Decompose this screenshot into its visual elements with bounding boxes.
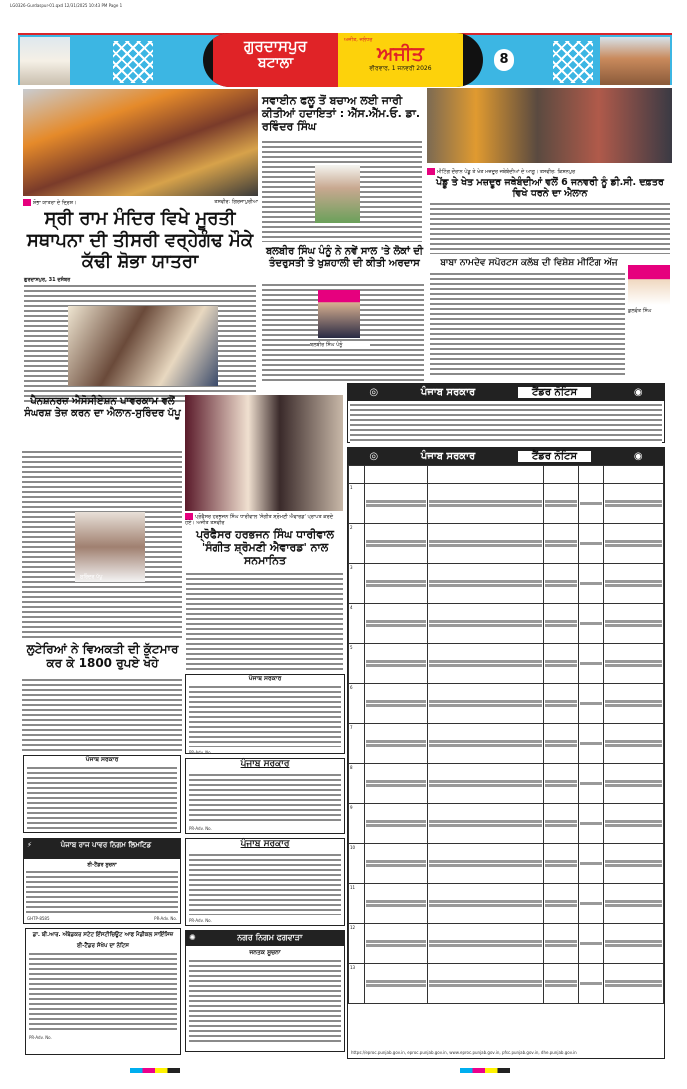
emblem-icon: ✺: [189, 933, 196, 942]
photo-credit: ਤਸਵੀਰ: ਗਿਰਜਾਪੁਰੀਆ: [214, 199, 258, 205]
row-number: 7: [349, 724, 365, 764]
row-number: 13: [349, 964, 365, 1004]
tender-row: [349, 724, 664, 764]
farmers-group-photo: [427, 88, 672, 163]
row-number: 5: [349, 644, 365, 684]
ad-title: ਨਗਰ ਨਿਗਮ ਫਗਵਾੜਾ: [237, 933, 303, 942]
pr-number: PR-Adv. No.: [154, 916, 177, 921]
color-registration-bar: [130, 1068, 180, 1073]
ad-title: ਪੰਜਾਬ ਸਰਕਾਰ: [240, 839, 290, 849]
headline-pensioners: ਪੈਨਸ਼ਨਰਜ਼ ਐਸੋਸੀਏਸ਼ਨ ਪਾਵਰਕਾਮ ਵਲੋਂ ਸੰਘਰਸ਼ ਤੇਜ਼ ਕਰਨ ਦਾ ਐਲਾਨ-ਸੁਰਿੰਦਰ ਪੱਪੂ: [24, 396, 181, 419]
tender-row: [349, 644, 664, 684]
masthead-logo: [203, 33, 483, 87]
tender-row: [349, 524, 664, 564]
punjab-sarkar-ad-a: [185, 674, 345, 754]
ad-title: ਪੰਜਾਬ ਰਾਜ ਪਾਵਰ ਨਿਗਮ ਲਿਮਟਿਡ: [60, 841, 152, 849]
headline-club-meeting: ਬਾਬਾ ਨਾਮਦੇਵ ਸਪੋਰਟਸ ਕਲੱਬ ਦੀ ਵਿਸ਼ੇਸ਼ ਮੀਟਿੰਗ ਅੱਜ: [440, 258, 618, 268]
headline-robbery: ਲੁਟੇਰਿਆਂ ਨੇ ਵਿਅਕਤੀ ਦੀ ਕੁੱਟਮਾਰ ਕਰ ਕੇ 1800 ਰੁਪਏ ਖੋਹੇ: [26, 642, 179, 671]
pspcl-logo-icon: ⚡: [27, 841, 32, 849]
story-body: [24, 284, 256, 404]
tender-row: [349, 964, 664, 1004]
procession-photo-2: [68, 306, 218, 386]
tender-row: [349, 924, 664, 964]
pr-number: PR-Adv. No.: [189, 750, 212, 756]
row-number: 10: [349, 844, 365, 884]
page-number: 8: [494, 49, 514, 71]
ad-title: ਪੰਜਾਬ ਸਰਕਾਰ: [240, 759, 290, 769]
headline-dharna: ਪੇਂਡੂ ਤੇ ਖੇਤ ਮਜ਼ਦੂਰ ਜਥੇਬੰਦੀਆਂ ਵਲੋਂ 6 ਜਨਵਰੀ ਨੂੰ ਡੀ.ਸੀ. ਦਫ਼ਤਰ ਵਿਖੇ ਧਰਨੇ ਦਾ ਐਲਾਨ: [436, 177, 664, 200]
ad-title: ਪੰਜਾਬ ਸਰਕਾਰ: [420, 451, 476, 462]
photo-caption: ਸ਼ੋਭਾ ਯਾਤਰਾ ਦੇ ਦ੍ਰਿਸ਼।: [33, 200, 77, 206]
print-slug: LG0326-Gurdaspur-01.qxd 12/31/2025 10:43 PM Page 1: [10, 3, 123, 8]
dateline-city: ਅਜੀਤ, ਜਲੰਧਰ: [344, 37, 373, 43]
tender-row: [349, 684, 664, 724]
punjab-sarkar-ad-b: [23, 755, 181, 833]
headline-swine-flu: ਸਵਾਈਨ ਫਲੂ ਤੋਂ ਬਚਾਅ ਲਈ ਜਾਰੀ ਕੀਤੀਆਂ ਹਦਾਇਤਾਂ : ਐੱਸ.ਐੱਮ.ਓ. ਡਾ. ਰਵਿੰਦਰ ਸਿੰਘ: [262, 94, 421, 134]
edition-bottom: ਬਟਾਲਾ: [257, 55, 294, 71]
pensioner-photo: [75, 512, 145, 582]
tender-row: [349, 604, 664, 644]
shobha-story: [20, 208, 260, 404]
tender-notice-ad-1: [347, 383, 665, 443]
doctor-photo: [315, 165, 360, 223]
pr-number: PR-Adv. No.: [29, 1035, 52, 1041]
ad-title: ਪੰਜਾਬ ਸਰਕਾਰ: [420, 387, 476, 398]
nagar-nigam-ad: [185, 930, 345, 1052]
photo-caption: ਕੁਲਵੰਤ ਸਿੰਘ: [628, 308, 652, 314]
heritage-building-image: [600, 37, 670, 85]
tender-notice-ad-2: [347, 447, 665, 1059]
caption-marker: [427, 168, 435, 175]
row-number: 11: [349, 884, 365, 924]
photo-caption: ਮੀਟਿੰਗ ਦੌਰਾਨ ਪੇਂਡੂ ਤੇ ਖੇਤ ਮਜ਼ਦੂਰ ਜਥੇਬੰਦੀਆਂ ਦੇ ਆਗੂ।: [437, 169, 539, 175]
award-ceremony-photo: [185, 395, 343, 511]
row-number: 9: [349, 804, 365, 844]
story-dateline: ਗੁਰਦਾਸਪੁਰ, 31 ਦਸੰਬਰ: [24, 277, 256, 283]
procession-photo: [23, 89, 258, 196]
issue-date: ਵੀਰਵਾਰ, 1 ਜਨਵਰੀ 2026: [369, 65, 432, 72]
tender-row: [349, 804, 664, 844]
tender-row: [349, 564, 664, 604]
govt-emblem-icon: ◎: [369, 387, 379, 398]
photo-credit: ਅਜੀਤ ਤਸਵੀਰ: [196, 520, 225, 526]
row-number: 4: [349, 604, 365, 644]
ad-subtitle: ਜਨਤਕ ਸੂਚਨਾ: [249, 949, 281, 956]
edition-top: ਗੁਰਦਾਸਪੁਰ: [244, 37, 307, 55]
headline-shobha-yatra: ਸ੍ਰੀ ਰਾਮ ਮੰਦਿਰ ਵਿਖੇ ਮੂਰਤੀ ਸਥਾਪਨਾ ਦੀ ਤੀਸਰੀ ਵਰ੍ਹੇਗੰਢ ਮੌਕੇ ਕੱਢੀ ਸ਼ੋਭਾ ਯਾਤਰਾ: [26, 208, 254, 273]
row-number: 12: [349, 924, 365, 964]
ad-title: ਪੰਜਾਬ ਸਰਕਾਰ: [85, 756, 119, 763]
pr-number: PR-Adv. No.: [189, 825, 212, 831]
tender-table: [348, 465, 664, 1004]
headline-dhariwal: ਪ੍ਰੋਫੈਸਰ ਹਰਭਜਨ ਸਿੰਘ ਧਾਰੀਵਾਲ 'ਸੰਗੀਤ ਸ਼੍ਰੋਮਣੀ ਐਵਾਰਡ' ਨਾਲ ਸਨਮਾਨਿਤ: [196, 528, 334, 568]
logo-icon: ◉: [633, 451, 643, 462]
tender-urls: https://eproc.punjab.gov.in, eproc.punjab.gov.in, www.eproc.punjab.gov.in, pfsc.punjab.gov.in, dhe.punjab.gov.in: [351, 1050, 577, 1055]
tender-body: [350, 403, 662, 443]
photo-caption: ਸੁਰਿੰਦਰ ਪੱਪੂ: [80, 574, 103, 580]
temple-image-left: [20, 37, 70, 85]
caption-marker: [23, 199, 31, 206]
tender-row: [349, 844, 664, 884]
photo-caption: ਬਲਬੀਰ ਸਿੰਘ ਪੰਨੂੰ: [310, 342, 370, 348]
row-number: 1: [349, 484, 365, 524]
ad-code: GHTP-8585: [27, 916, 50, 921]
logo-icon: ◉: [633, 387, 643, 398]
headline-pannu: ਬਲਬੀਰ ਸਿੰਘ ਪੰਨੂੰ ਨੇ ਨਵੇਂ ਸਾਲ 'ਤੇ ਲੋਕਾਂ ਦੀ ਤੰਦਰੁਸਤੀ ਤੇ ਖੁਸ਼ਹਾਲੀ ਦੀ ਕੀਤੀ ਅਰਦਾਸ: [265, 246, 424, 269]
photo-caption: ਪ੍ਰੋਫੈਸਰ ਹਰਭਜਨ ਸਿੰਘ ਧਾਰੀਵਾਲ 'ਸੰਗੀਤ ਸ਼੍ਰੋਮਣੀ ਐਵਾਰਡ' ਪ੍ਰਾਪਤ ਕਰਦੇ ਹੋਏ।: [185, 514, 334, 526]
ambedkar-institute-ad: [25, 928, 181, 1055]
ad-subtitle: ਈ-ਟੈਂਡਰ ਸੰਖੇਪ ਦਾ ਨੋਟਿਸ: [77, 942, 129, 949]
punjab-sarkar-ad-d: [185, 838, 345, 926]
club-photo: [628, 265, 670, 305]
story-body: [430, 272, 625, 377]
row-number: 6: [349, 684, 365, 724]
row-number: 8: [349, 764, 365, 804]
tender-row: [349, 764, 664, 804]
masthead: [18, 33, 672, 85]
color-registration-bar: [460, 1068, 510, 1073]
pannu-photo: [318, 290, 360, 338]
tender-row: [349, 484, 664, 524]
tender-label: ਟੈਂਡਰ ਨੋਟਿਸ: [518, 451, 591, 462]
story-body: [430, 202, 670, 254]
row-number: 2: [349, 524, 365, 564]
tender-row: [349, 884, 664, 924]
govt-emblem-icon: ◎: [369, 451, 379, 462]
punjab-sarkar-ad-c: [185, 758, 345, 834]
story-body: [22, 678, 182, 752]
tender-label: ਟੈਂਡਰ ਨੋਟਿਸ: [518, 387, 591, 398]
row-number: 3: [349, 564, 365, 604]
photo-credit: ਤਸਵੀਰ: ਕਿਸ਼ਨਪੁਰ: [539, 169, 576, 175]
story-body: [186, 572, 343, 670]
ad-title: ਪੰਜਾਬ ਸਰਕਾਰ: [248, 675, 282, 682]
pspcl-ad: [23, 838, 181, 924]
paper-name: ਅਜੀਤ: [377, 43, 424, 65]
ad-subtitle: ਈ-ਟੈਂਡਰ ਸੂਚਨਾ: [87, 862, 117, 868]
ad-title: ਡਾ. ਬੀ.ਆਰ. ਅੰਬੇਡਕਰ ਸਟੇਟ ਇੰਸਟੀਚਿਊਟ ਆਫ ਮੈਡੀਕਲ ਸਾਇੰਸਿਜ਼: [32, 932, 174, 938]
caption-marker: [185, 513, 193, 520]
pr-number: PR-Adv. No.: [189, 917, 212, 923]
